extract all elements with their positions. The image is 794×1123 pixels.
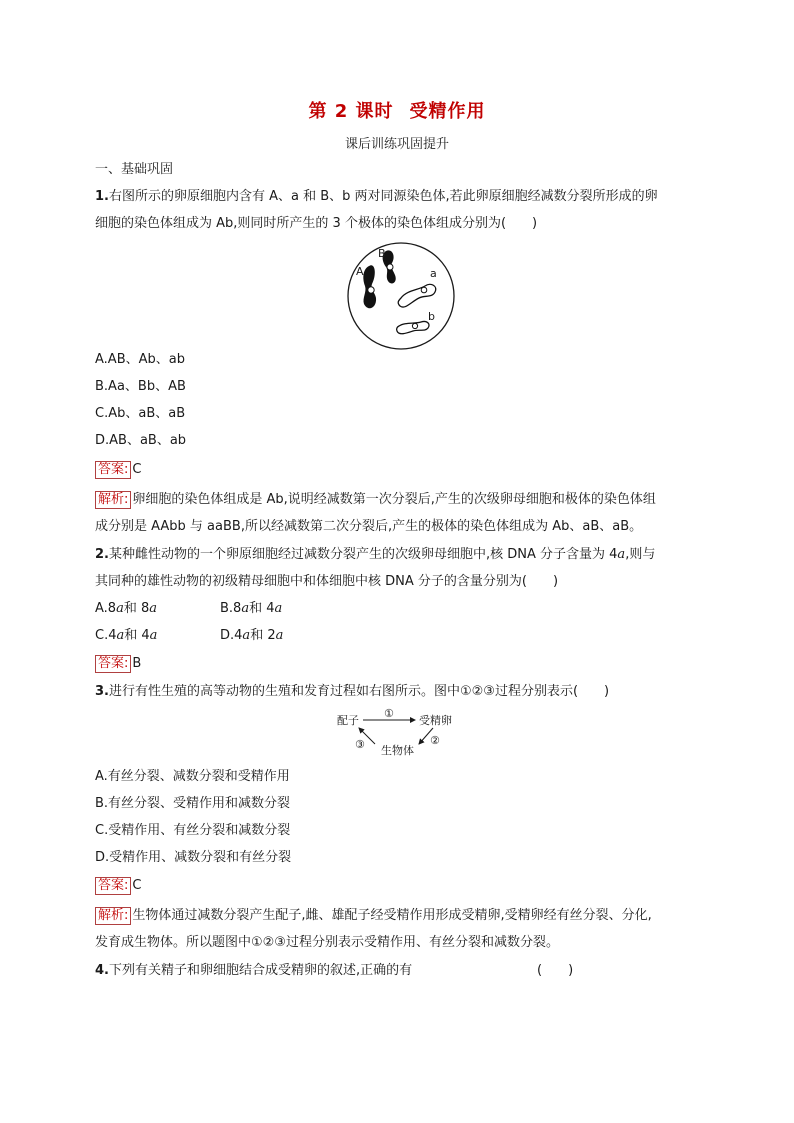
section-heading: 一、基础巩固	[95, 162, 174, 177]
q2-stem-1b: ,则与	[625, 547, 656, 562]
q1-option-b: B.Aa、Bb、AB	[95, 379, 186, 394]
q3-option-b: B.有丝分裂、受精作用和减数分裂	[95, 796, 291, 811]
q3-option-a: A.有丝分裂、减数分裂和受精作用	[95, 769, 290, 784]
q1-stem-1: 右图所示的卵原细胞内含有 A、a 和 B、b 两对同源染色体,若此卵原细胞经减数分裂所形成的卵	[108, 189, 658, 204]
chromosome-a	[398, 284, 436, 307]
title-lesson-number: 第 2 课时	[308, 101, 394, 122]
q1-analysis-text-1: 卵细胞的染色体组成是 Ab,说明经减数第一次分裂后,产生的次级卵母细胞和极体的染色体组	[132, 492, 656, 507]
q2-stem-1a: 某种雌性动物的一个卵原细胞经过减数分裂产生的次级卵母细胞中,核 DNA 分子含量为 4	[108, 547, 618, 562]
node-organism: 生物体	[381, 744, 414, 757]
q2-option-d: D.4a和 2a	[220, 628, 284, 643]
answer-label: 答案:	[95, 655, 131, 673]
answer-label: 答案:	[95, 877, 131, 895]
q3-stem: 进行有性生殖的高等动物的生殖和发育过程如右图所示。图中①②③过程分别表示( )	[108, 684, 610, 699]
q1-option-c: C.Ab、aB、aB	[95, 406, 186, 421]
q2-text-line2: 其同种的雄性动物的初级精母细胞中和体细胞中核 DNA 分子的含量分别为( )	[95, 574, 559, 589]
q4-stem: 下列有关精子和卵细胞结合成受精卵的叙述,正确的有	[108, 963, 413, 978]
page-title	[0, 97, 794, 123]
q2-option-c: C.4a和 4a	[95, 628, 158, 643]
label-b: b	[428, 310, 435, 323]
q2-number: 2.	[95, 547, 109, 562]
label-a: a	[430, 267, 437, 280]
q3-answer	[95, 876, 141, 896]
q1-answer-value: C	[132, 462, 142, 477]
q4-answer-bracket: ( )	[537, 963, 574, 978]
q3-analysis-text-1: 生物体通过减数分裂产生配子,雌、雄配子经受精作用形成受精卵,受精卵经有丝分裂、分化,	[132, 908, 652, 923]
chromosome-A	[363, 265, 376, 308]
q2-text-line1	[95, 545, 655, 565]
q2-answer	[95, 654, 141, 674]
q1-number: 1.	[95, 189, 109, 204]
q2-option-a: A.8a和 8a	[95, 601, 158, 616]
analysis-label: 解析:	[95, 907, 131, 925]
title-topic: 受精作用	[409, 101, 486, 122]
q3-option-c: C.受精作用、有丝分裂和减数分裂	[95, 823, 291, 838]
node-gamete: 配子	[337, 714, 359, 727]
answer-label: 答案:	[95, 461, 131, 479]
q3-analysis-line2: 发育成生物体。所以题图中①②③过程分别表示受精作用、有丝分裂和减数分裂。	[95, 935, 559, 950]
q1-option-d: D.AB、aB、ab	[95, 433, 187, 448]
label-B: B	[378, 247, 386, 260]
step-2: ②	[430, 734, 440, 747]
q3-answer-value: C	[132, 878, 142, 893]
q1-text-line1	[95, 187, 658, 207]
q1-text-line2: 细胞的染色体组成为 Ab,则同时所产生的 3 个极体的染色体组成分别为( )	[95, 216, 538, 231]
q4-text	[95, 961, 412, 981]
q3-option-d: D.受精作用、减数分裂和有丝分裂	[95, 850, 292, 865]
q1-answer	[95, 460, 141, 480]
label-A: A	[356, 265, 364, 278]
q2-option-b: B.8a和 4a	[220, 601, 283, 616]
step-1: ①	[384, 707, 394, 720]
q1-cell-figure	[345, 240, 457, 352]
step-3: ③	[355, 738, 365, 751]
q3-cycle-diagram	[335, 708, 465, 758]
node-zygote: 受精卵	[419, 714, 452, 727]
analysis-label: 解析:	[95, 491, 131, 509]
page-subtitle: 课后训练巩固提升	[344, 137, 449, 152]
q2-stem-var: a	[617, 547, 626, 562]
q3-analysis-line1	[95, 906, 652, 926]
q1-analysis-line2: 成分别是 AAbb 与 aaBB,所以经减数第二次分裂后,产生的极体的染色体组成为 Ab、aB、aB。	[95, 519, 643, 534]
q3-text	[95, 682, 609, 702]
q4-number: 4.	[95, 963, 109, 978]
q3-number: 3.	[95, 684, 109, 699]
q1-analysis-line1	[95, 490, 656, 510]
q2-answer-value: B	[132, 656, 142, 671]
q1-option-a: A.AB、Ab、ab	[95, 352, 185, 367]
chromosome-b	[397, 321, 429, 333]
